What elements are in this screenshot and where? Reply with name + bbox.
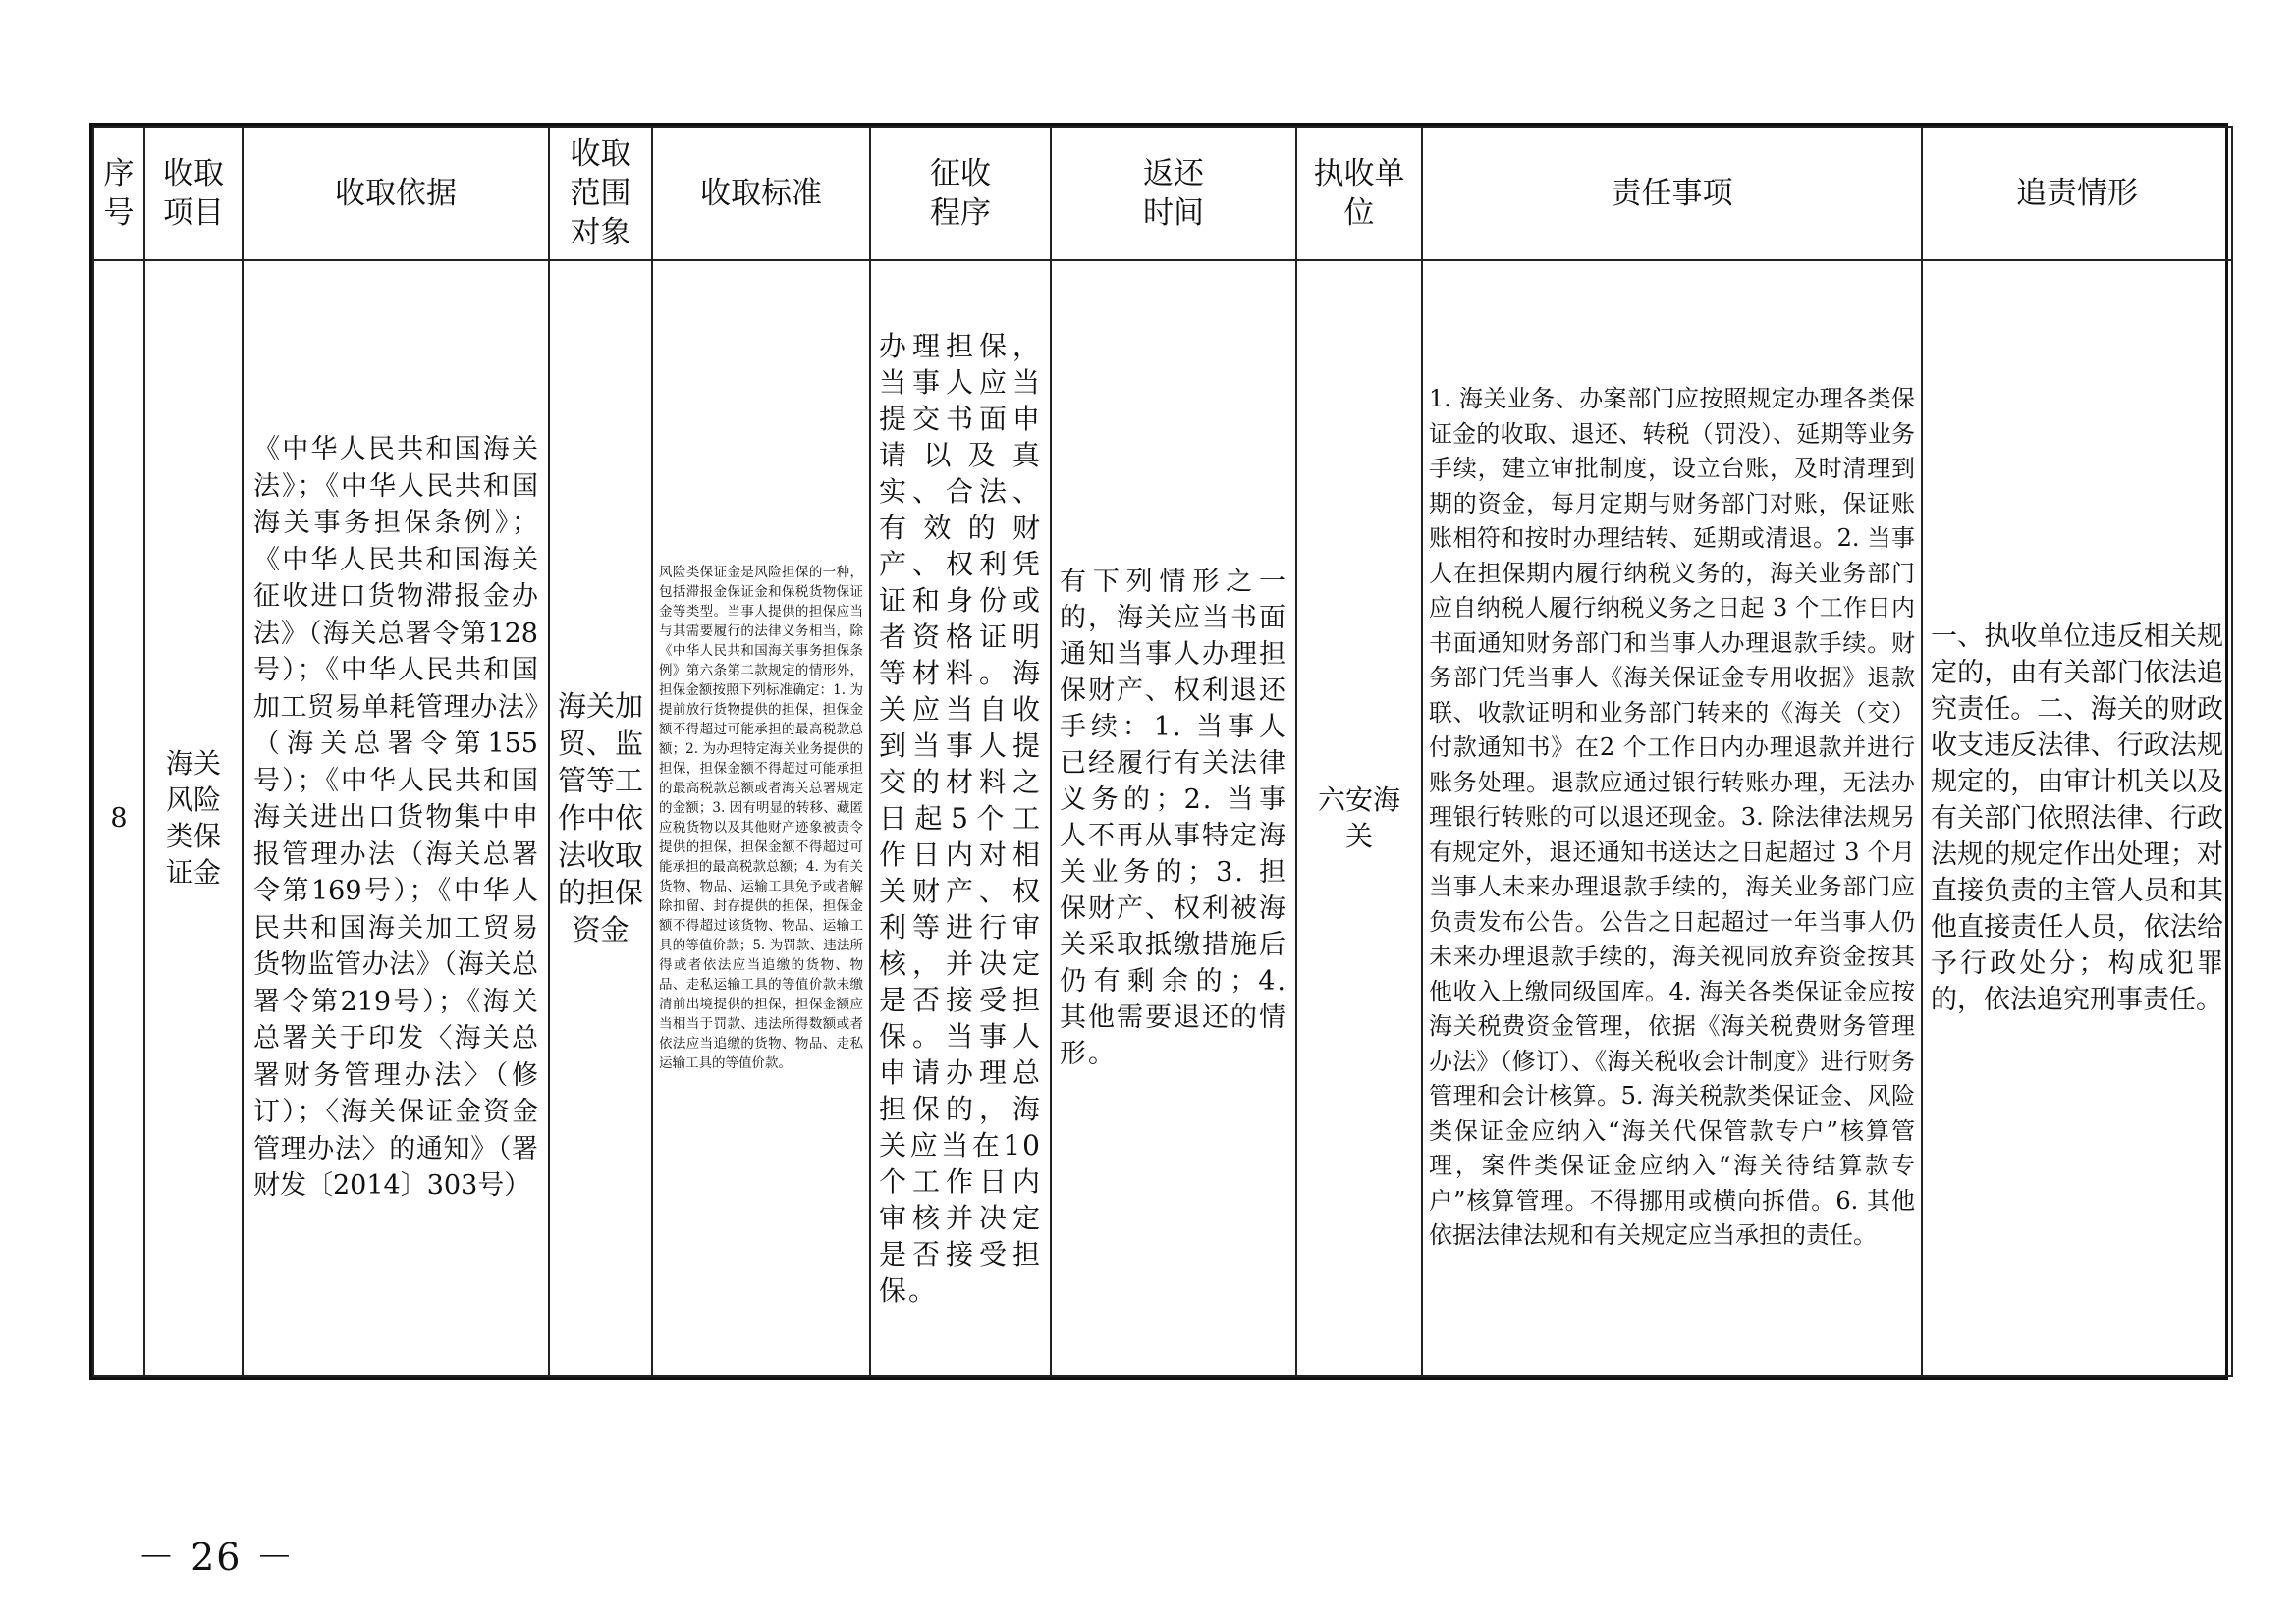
basis-text: 《中华人民共和国海关法》；《中华人民共和国海关事务担保条例》；《中华人民共和国海关征收进口货物滞报金办法》（海关总署令第128号）；《中华人民共和国加工贸易单耗管理办法》（海关总署令第155号）；《中华人民共和国海关进出口货物集中申报管理办法（海关总署令第169号）；《中华人民共和国海关加工贸易货物监管办法》（海关总署令第219号）；《海关总署关于印发〈海关总署财务管理办法〉（修订）；〈海关保证金资金管理办法〉的通知》（署财发〔2014〕303号） [253,434,538,1202]
fee-collection-table-frame [89,123,2228,1380]
header-seq: 序号 [93,127,144,260]
duties-text: 1. 海关业务、办案部门应按照规定办理各类保证金的收取、退还、转税（罚没）、延期等业务手续，建立审批制度，设立台账，及时清理到期的资金，每月定期与财务部门对账，保证账账相符和按时办理结转、延期或清退。2. 当事人在担保期内履行纳税义务的，海关业务部门应自纳税人履行纳税义务之日起 3 个工作日内书面通知财务部门和当事人办理退款手续。财务部门凭当事人《海关保证金专用收据》退款联、收款证明和业务部门转来的《海关（交）付款通知书》在2 个工作日内办理退款并进行账务处理。退款应通过银行转账办理，无法办理银行转账的可以退还现金。3. 除法律法规另有规定外，退还通知书送达之日起超过 3 个月当事人未来办理退款手续的，海关业务部门应负责发布公告。公告之日起超过一年当事人仍未来办理退款手续的，海关视同放弃资金按其他收入上缴同级国库。4. 海关各类保证金应按海关税费资金管理，依据《海关税费财务管理办法》（修订）、《海关税收会计制度》进行财务管理和会计核算。5. 海关税款类保证金、风险类保证金应纳入“海关代保管款专户”核算管理，案件类保证金应纳入“海关待结算款专户”核算管理。不得挪用或横向拆借。6. 其他依据法律法规和有关规定应当承担的责任。 [1429,385,1915,1250]
table-row [93,260,2232,1376]
cell-seq [93,260,144,1376]
cell-item [144,260,243,1376]
header-accountability: 追责情形 [1922,127,2232,260]
cell-duties [1422,260,1922,1376]
header-standard: 收取标准 [652,127,870,260]
header-item: 收取项目 [144,127,243,260]
refund-text: 有下列情形之一的，海关应当书面通知当事人办理担保财产、权利退还手续：1. 当事人已经履行有关法律义务的；2. 当事人不再从事特定海关业务的；3. 担保财产、权利被海关采取抵缴措施后仍有剩余的；4. 其他需要退还的情形。 [1060,567,1287,1069]
scope-text: 海关加贸、监管等工作中依法收取的担保资金 [558,689,644,947]
accountability-text: 一、执收单位违反相关规定的，由有关部门依法追究责任。二、海关的财政收支违反法律、行政法规规定的，由审计机关以及有关部门依照法律、行政法规的规定作出处理；对直接负责的主管人员和其他直接责任人员，依法给予行政处分；构成犯罪的，依法追究刑事责任。 [1931,621,2223,1015]
seq-text: 8 [110,802,128,834]
header-basis: 收取依据 [243,127,549,260]
standard-text: 风险类保证金是风险担保的一种，包括滞报金保证金和保税货物保证金等类型。当事人提供的担保应当与其需要履行的法律义务相当，除《中华人民共和国海关事务担保条例》第六条第二款规定的情形外，担保金额按照下列标准确定：1. 为提前放行货物提供的担保，担保金额不得超过可能承担的最高税款总额；2. 为办理特定海关业务提供的担保，担保金额不得超过可能承担的最高税款总额或者海关总署规定的金额；3. 因有明显的转移、藏匿应税货物以及其他财产迹象被责令提供的担保，担保金额不得超过可能承担的最高税款总额；4. 为有关货物、物品、运输工具免予或者解除扣留、封存提供的担保，担保金额不得超过该货物、物品、运输工具的等值价款；5. 为罚款、违法所得或者依法应当追缴的货物、物品、走私运输工具的等值价款未缴清前出境提供的担保，担保金额应当相当于罚款、违法所得数额或者依法应当追缴的货物、物品、走私运输工具的等值价款。 [659,565,863,1071]
cell-scope [549,260,652,1376]
header-refund: 返还时间 [1051,127,1296,260]
header-unit: 执收单位 [1296,127,1422,260]
cell-standard [652,260,870,1376]
header-scope: 收取范围对象 [549,127,652,260]
procedure-text: 办理担保，当事人应当提交书面申请以及真实、合法、有效的财产、权利凭证和身份或者资格证明等材料。海关应当自收到当事人提交的材料之日起5个工作日内对相关财产、权利等进行审核，并决定是否接受担保。当事人申请办理总担保的，海关应当在10个工作日内审核并决定是否接受担保。 [879,329,1042,1307]
page-number: － 26 － [137,1536,296,1579]
table-header-row [93,127,2232,260]
header-duties: 责任事项 [1422,127,1922,260]
cell-accountability [1922,260,2232,1376]
cell-procedure [870,260,1051,1376]
cell-basis [243,260,549,1376]
fee-collection-table [92,126,2233,1377]
item-text: 海关风险类保证金 [165,747,221,889]
cell-refund [1051,260,1296,1376]
header-procedure: 征收程序 [870,127,1051,260]
cell-unit [1296,260,1422,1376]
unit-text: 六安海关 [1317,784,1400,852]
